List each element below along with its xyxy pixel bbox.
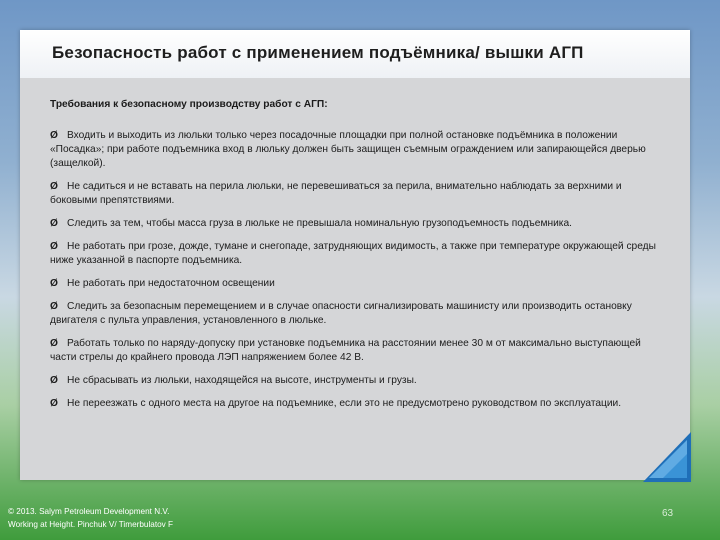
slide-panel bbox=[20, 30, 690, 480]
bullet-item bbox=[50, 374, 670, 388]
slide-title: Безопасность работ с применением подъёмника/ вышки АГП bbox=[52, 43, 584, 62]
arrow-bullet-icon: Ø bbox=[50, 338, 58, 349]
arrow-bullet-icon: Ø bbox=[50, 241, 58, 252]
copyright-text: © 2013. Salym Petroleum Development N.V. bbox=[8, 507, 170, 516]
arrow-bullet-icon: Ø bbox=[50, 181, 58, 192]
bullet-item bbox=[50, 277, 670, 291]
bullet-text: Работать только по наряду-допуску при установке подъемника на расстоянии менее 30 м от максимально выступающей части стрелы до крайнего провода ЛЭП напряжением более 42 В. bbox=[50, 338, 641, 363]
page-number: 63 bbox=[662, 508, 674, 519]
bullet-item bbox=[50, 129, 670, 171]
bullet-text: Не переезжать с одного места на другое на подъемнике, если это не предусмотрено руководством по эксплуатации. bbox=[67, 398, 622, 409]
arrow-bullet-icon: Ø bbox=[50, 375, 58, 386]
footer bbox=[8, 505, 173, 531]
arrow-bullet-icon: Ø bbox=[50, 278, 58, 289]
bullet-text: Входить и выходить из люльки только через посадочные площадки при полной остановке подъёмника в положении «Посадка»; при работе подъемника вход в люльку должен быть защищен съемным ограждением или запирающейся дверью (защелкой). bbox=[50, 130, 646, 169]
slide-content bbox=[50, 98, 670, 420]
requirements-intro: Требования к безопасному производству работ с АГП: bbox=[50, 99, 328, 110]
bullet-item bbox=[50, 217, 670, 231]
bullet-item bbox=[50, 300, 670, 328]
bullet-text: Следить за тем, чтобы масса груза в люльке не превышала номинальную грузоподъемность подъемника. bbox=[67, 218, 572, 229]
bullet-text: Не садиться и не вставать на перила люльки, не перевешиваться за перила, внимательно наблюдать за верхними и боковыми препятствиями. bbox=[50, 181, 622, 206]
bullet-item bbox=[50, 240, 670, 268]
bullet-item bbox=[50, 397, 670, 411]
bullet-text: Не сбрасывать из люльки, находящейся на высоте, инструменты и грузы. bbox=[67, 375, 417, 386]
bullet-text: Не работать при недостаточном освещении bbox=[67, 278, 275, 289]
arrow-bullet-icon: Ø bbox=[50, 130, 58, 141]
arrow-bullet-icon: Ø bbox=[50, 218, 58, 229]
bullet-text: Не работать при грозе, дожде, тумане и снегопаде, затрудняющих видимость, а также при температуре окружающей среды ниже указанной в паспорте подъемника. bbox=[50, 241, 656, 266]
title-bar bbox=[20, 30, 690, 78]
bullet-item bbox=[50, 337, 670, 365]
arrow-bullet-icon: Ø bbox=[50, 301, 58, 312]
footer-credit-text: Working at Height. Pinchuk V/ Timerbulatov F bbox=[8, 520, 174, 529]
bullet-item bbox=[50, 180, 670, 208]
bullet-text: Следить за безопасным перемещением и в случае опасности сигнализировать машинисту или производить остановку двигателя с пульта управления, установленного в люльке. bbox=[50, 301, 632, 326]
arrow-bullet-icon: Ø bbox=[50, 398, 58, 409]
corner-triangle-icon bbox=[643, 432, 691, 482]
